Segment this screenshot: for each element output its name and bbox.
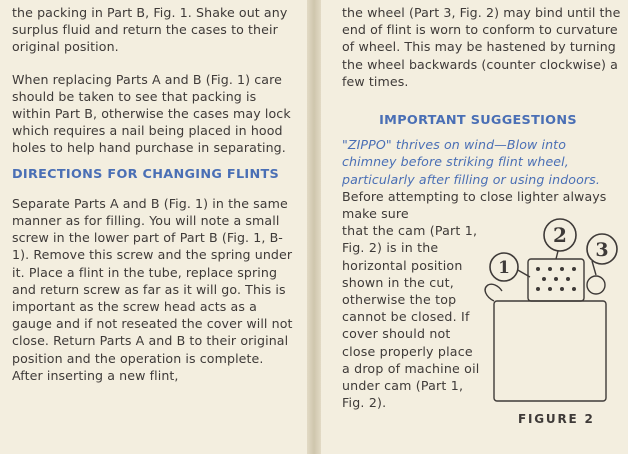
zippo-tip: "ZIPPO" thrives on wind—Blow into chimney before striking flint wheel, particularly after filling or using indoors. (342, 137, 600, 187)
callout-2-label: 2 (553, 223, 567, 247)
suggestions-heading: IMPORTANT SUGGESTIONS (379, 113, 577, 129)
callout-1 (490, 253, 518, 281)
cam-shape (485, 284, 502, 301)
right-paragraph-1: the wheel (Part 3, Fig. 2) may bind until the end of flint is worn to conform to curvature of wheel. This may be hastened by turning the wheel backwards (counter clockwise) a few times. (342, 5, 621, 89)
callout-1-label: 1 (498, 258, 510, 278)
suggestion-continuation: Before attempting to close lighter always make sure (342, 188, 607, 222)
figure-2-lighter-diagram (478, 215, 624, 411)
callout-3-label: 3 (595, 239, 609, 261)
callout-line-2 (556, 251, 558, 259)
lighter-case-outline (494, 301, 606, 401)
left-paragraph-2: When replacing Parts A and B (Fig. 1) care should be taken to see that packing is within Part B, otherwise the cases may lock which requires a nail being placed in hood holes to help hand purchase in separating. (12, 71, 291, 156)
callout-3 (587, 234, 617, 264)
flints-heading: DIRECTIONS FOR CHANGING FLINTS (12, 166, 280, 182)
left-column (12, 0, 297, 384)
figure-caption: FIGURE 2 (518, 412, 595, 426)
callout-2 (544, 219, 576, 251)
suggestions-paragraph (342, 136, 624, 222)
page-gutter (307, 0, 321, 454)
left-paragraph-3: Separate Parts A and B (Fig. 1) in the same manner as for filling. You will note a small screw in the lower part of Part B (Fig. 1, B-1). Remove this screw and the spring under it. Place a flint in the tube, replace spring and return screw as far as it will go. This is important as the screw head acts as a gauge and if not reseated the cover will not close. Return Parts A and B to their original position and the operation is complete. After inserting a new flint, (12, 195, 293, 383)
left-paragraph-1: the packing in Part B, Fig. 1. Shake out any surplus fluid and return the cases to their original position. (12, 5, 288, 55)
flint-wheel (587, 276, 605, 294)
cam-instructions: that the cam (Part 1, Fig. 2) is in the horizontal position shown in the cut, otherwise the top cannot be closed. If cover should not close properly place a drop of machine oil under cam (Part 1, Fig. 2). (342, 223, 480, 411)
chimney-holes (536, 267, 576, 291)
